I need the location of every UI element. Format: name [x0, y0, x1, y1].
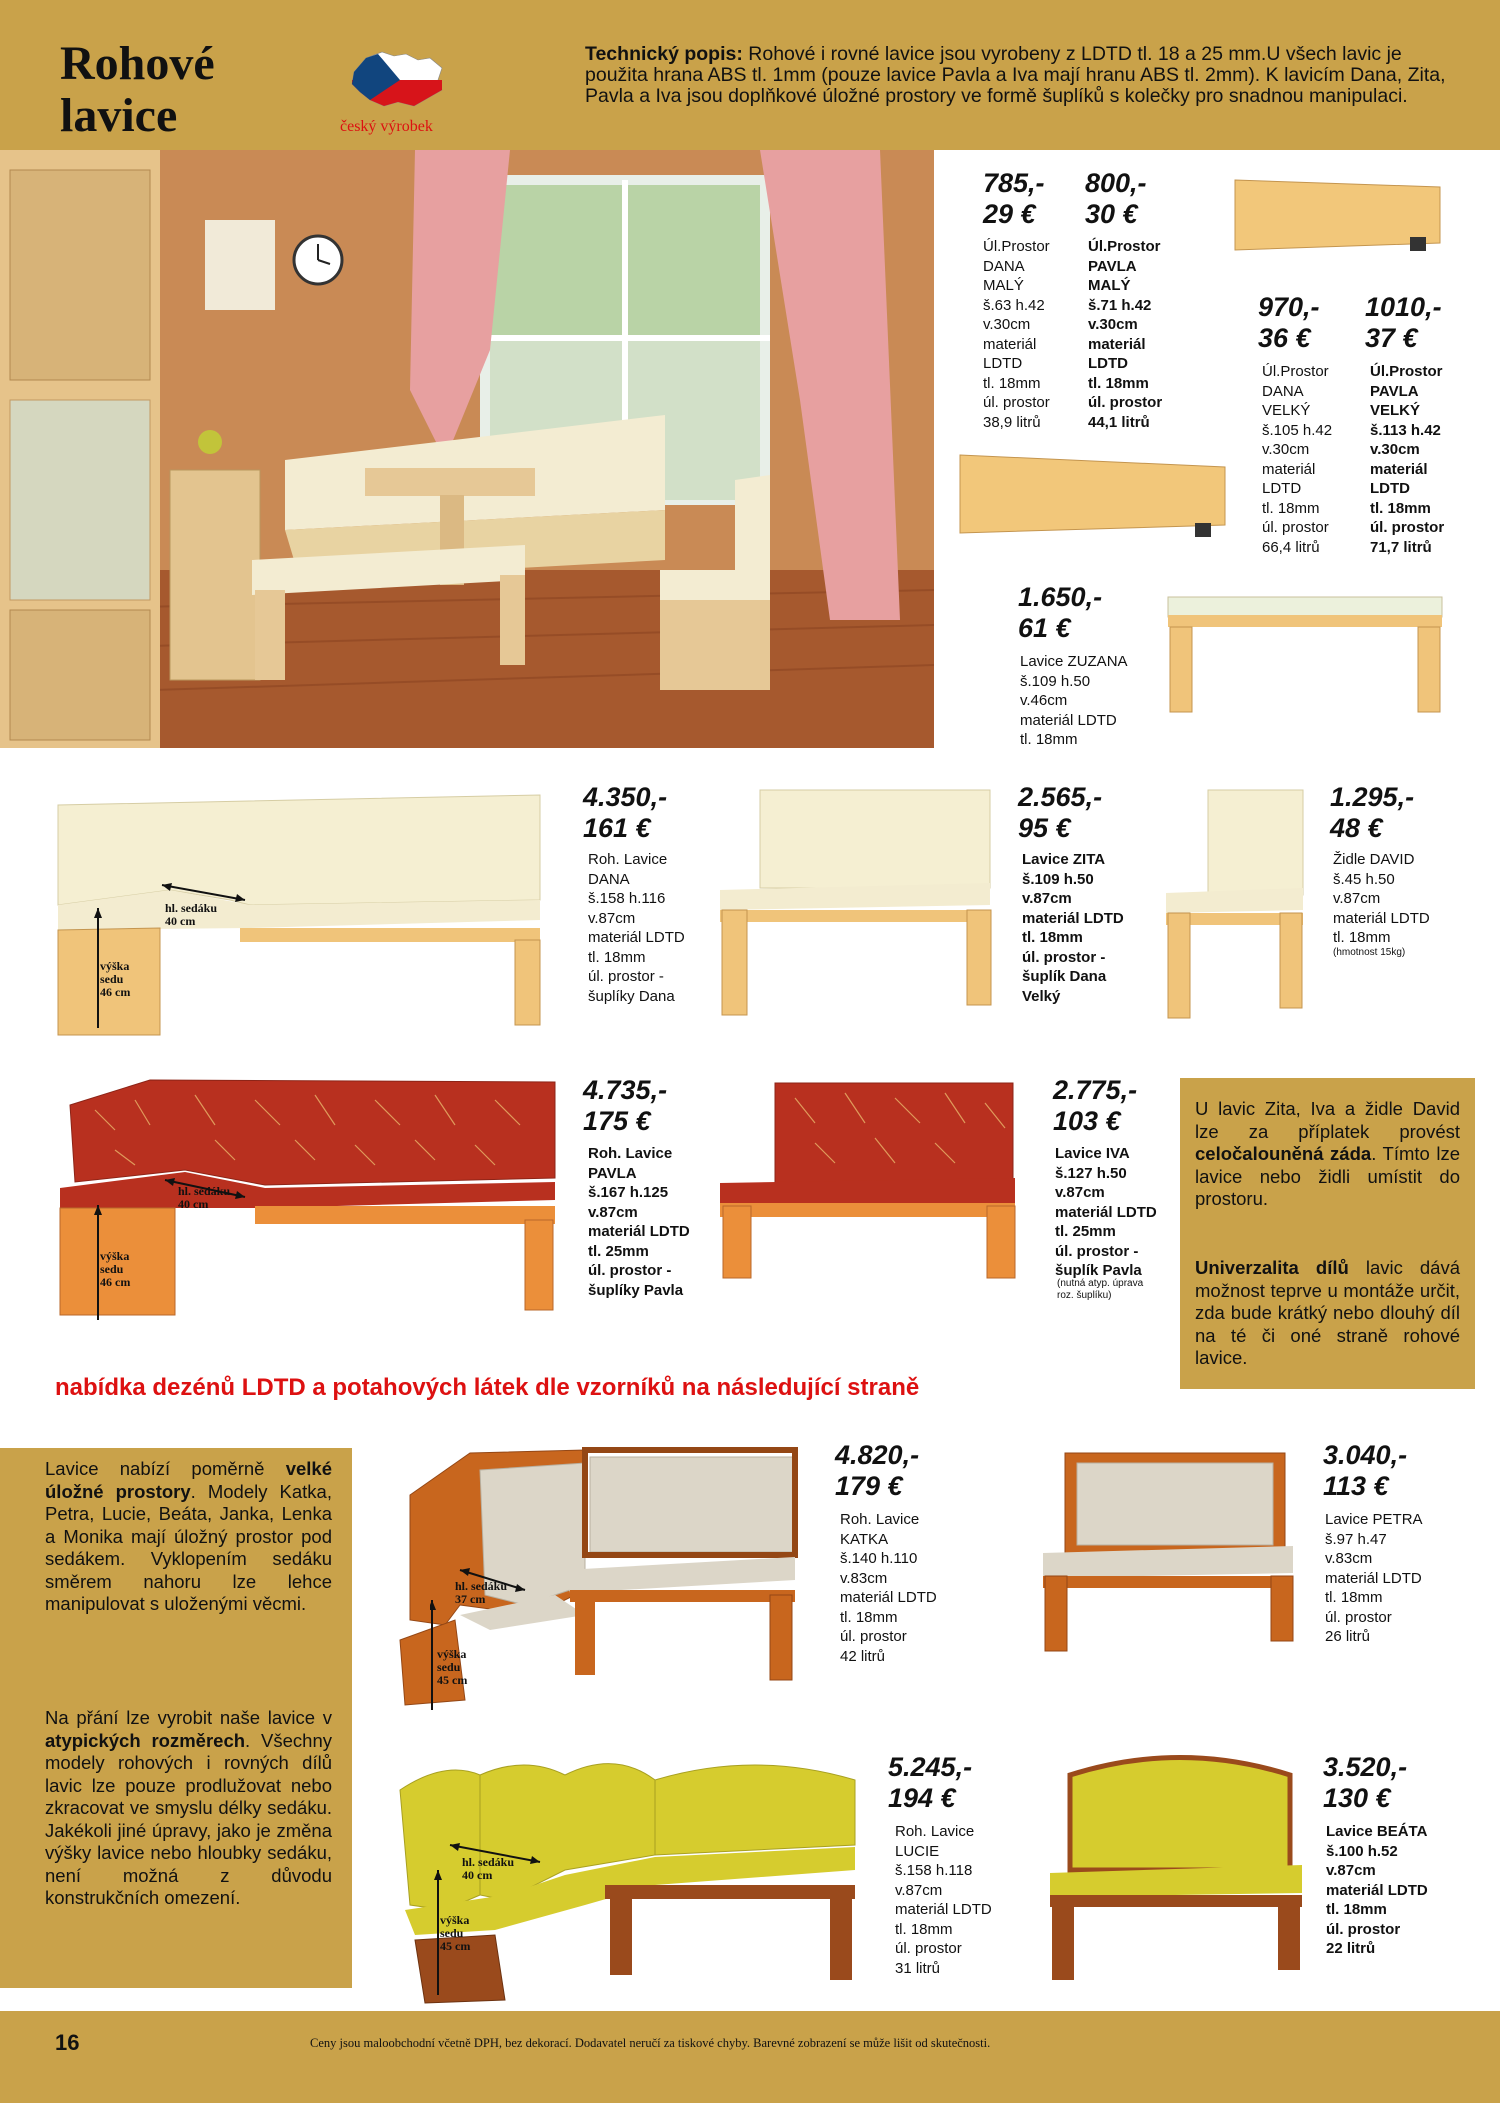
storage-drawer-large-image [955, 445, 1230, 545]
price-czk: 5.245,- [888, 1752, 973, 1782]
price-eur: 175 € [583, 1106, 651, 1136]
price-czk: 800,- [1085, 168, 1147, 198]
room-photo [0, 150, 934, 748]
spec-zuzana: Lavice ZUZANA š.109 h.50 v.46cm materiál LDTD tl. 18mm [1020, 653, 1128, 748]
price-david [1330, 782, 1414, 844]
spec-pavla: Roh. Lavice PAVLA š.167 h.125 v.87cm materiál LDTD tl. 25mm úl. prostor - šuplíky Pavla [588, 1145, 690, 1299]
technical-description [585, 44, 1465, 107]
spec-storage-dana-large: Úl.Prostor DANA VELKÝ š.105 h.42 v.30cm materiál LDTD tl. 18mm úl. prostor 66,4 litrů [1262, 363, 1333, 556]
price-eur: 48 € [1330, 813, 1383, 843]
text-bold: atypických rozměrech [45, 1729, 246, 1751]
price-katka [835, 1440, 919, 1502]
petra-bench-image [1035, 1448, 1300, 1658]
price-czk: 4.350,- [583, 782, 668, 812]
spec-zita: Lavice ZITA š.109 h.50 v.87cm materiál LDTD tl. 18mm úl. prostor - šuplík Dana Velký [1022, 851, 1124, 1005]
footer-disclaimer: Ceny jsou maloobchodní včetně DPH, bez dekorací. Dodavatel neručí za tiskové chyby. Barevné zobrazení se může lišit od skutečnosti. [310, 2036, 991, 2050]
note-iva: (nutná atyp. úprava roz. šuplíku) [1057, 1278, 1144, 1301]
price-lucie [888, 1752, 972, 1814]
spec-dana: Roh. Lavice DANA š.158 h.116 v.87cm materiál LDTD tl. 18mm úl. prostor - šuplíky Dana [588, 851, 685, 1005]
text: Lavice nabízí poměrně [45, 1458, 286, 1479]
page-title [60, 38, 310, 142]
price-eur: 161 € [583, 813, 651, 843]
text: U lavic Zita, Iva a židle David lze za příplatek provést [1195, 1098, 1460, 1142]
info-left-paragraph-2 [45, 1707, 332, 1910]
title-line-2: lavice [60, 89, 178, 142]
footer-band [0, 2011, 1500, 2103]
price-czk: 1.295,- [1330, 782, 1415, 812]
price-eur: 36 € [1258, 323, 1311, 353]
text-bold: Univerzalita dílů [1195, 1257, 1349, 1278]
price-eur: 61 € [1018, 613, 1071, 643]
spec-petra: Lavice PETRA š.97 h.47 v.83cm materiál LDTD tl. 18mm úl. prostor 26 litrů [1325, 1511, 1423, 1645]
price-iva [1053, 1075, 1137, 1137]
price-czk: 4.820,- [835, 1440, 920, 1470]
seat-depth-label-dana: hl. sedáku 40 cm [165, 901, 218, 928]
price-beata [1323, 1752, 1407, 1814]
made-in-label: český výrobek [340, 118, 433, 135]
page-number: 16 [55, 2030, 80, 2055]
seat-height-label-lucie: výška sedu 45 cm [440, 1913, 471, 1953]
seat-depth-label-lucie: hl. sedáku 40 cm [462, 1855, 515, 1882]
text: Na přání lze vyrobit naše lavice v [45, 1707, 332, 1728]
price-eur: 194 € [888, 1783, 956, 1813]
text: . Modely Katka, Petra, Lucie, Beáta, Janka, Lenka a Monika mají úložný prostor pod sedákem. Vyklopením sedáku směrem nahoru lze lehce manipulovat s uloženými věcmi. [45, 1480, 332, 1614]
spec-storage-pavla-small: Úl.Prostor PAVLA MALÝ š.71 h.42 v.30cm materiál LDTD tl. 18mm úl. prostor 44,1 litrů [1088, 238, 1163, 431]
fabric-banner: nabídka dezénů LDTD a potahových látek dle vzorníků na následující straně [55, 1374, 920, 1401]
price-czk: 3.520,- [1323, 1752, 1408, 1782]
info-right-paragraph-1 [1195, 1098, 1460, 1211]
iva-bench-image [715, 1078, 1025, 1283]
spec-david: Židle DAVID š.45 h.50 v.87cm materiál LDTD tl. 18mm [1333, 851, 1430, 946]
price-dana [583, 782, 667, 844]
spec-lucie: Roh. Lavice LUCIE š.158 h.118 v.87cm materiál LDTD tl. 18mm úl. prostor 31 litrů [895, 1823, 992, 1977]
spec-iva: Lavice IVA š.127 h.50 v.87cm materiál LDTD tl. 25mm úl. prostor - šuplík Pavla [1055, 1145, 1157, 1279]
price-czk: 4.735,- [583, 1075, 668, 1105]
price-czk: 2.565,- [1018, 782, 1103, 812]
zuzana-bench-image [1160, 585, 1450, 715]
spec-storage-dana-small: Úl.Prostor DANA MALÝ š.63 h.42 v.30cm materiál LDTD tl. 18mm úl. prostor 38,9 litrů [983, 238, 1050, 431]
czech-flag-map-icon [348, 44, 448, 114]
price-czk: 785,- [983, 168, 1045, 198]
seat-height-label-dana: výška sedu 46 cm [100, 959, 131, 999]
david-chair-image [1160, 785, 1310, 1025]
seat-depth-label-pavla: hl. sedáku 40 cm [178, 1184, 231, 1211]
text: lavic dává možnost teprve u montáže určit, zda bude krátký nebo dlouhý díl na té či oné straně rohové lavice. [1195, 1257, 1460, 1368]
price-eur: 30 € [1085, 199, 1138, 229]
price-storage-pavla-large [1365, 292, 1442, 354]
spec-beata: Lavice BEÁTA š.100 h.52 v.87cm materiál LDTD tl. 18mm úl. prostor 22 litrů [1326, 1823, 1428, 1957]
spec-storage-pavla-large: Úl.Prostor PAVLA VELKÝ š.113 h.42 v.30cm materiál LDTD tl. 18mm úl. prostor 71,7 litrů [1370, 363, 1445, 556]
price-eur: 130 € [1323, 1783, 1391, 1813]
seat-height-label-pavla: výška sedu 46 cm [100, 1249, 131, 1289]
price-eur: 103 € [1053, 1106, 1121, 1136]
info-left-paragraph-1 [45, 1458, 332, 1616]
tech-label: Technický popis: [585, 43, 743, 65]
price-storage-pavla-small [1085, 168, 1147, 230]
price-pavla [583, 1075, 667, 1137]
text-bold: velké úložné prostory [45, 1458, 332, 1502]
price-eur: 179 € [835, 1471, 903, 1501]
weight-note-david: (hmotnost 15kg) [1333, 947, 1406, 958]
price-storage-dana-large [1258, 292, 1320, 354]
text: . Tímto lze lavice nebo židli umístit do prostoru. [1195, 1143, 1460, 1209]
price-czk: 1010,- [1365, 292, 1442, 322]
price-czk: 2.775,- [1053, 1075, 1138, 1105]
beata-bench-image [1040, 1745, 1310, 1985]
storage-drawer-small-image [1230, 175, 1445, 255]
price-petra [1323, 1440, 1407, 1502]
price-storage-dana-small [983, 168, 1045, 230]
tech-text: Rohové i rovné lavice jsou vyrobeny z LDTD tl. 18 a 25 mm.U všech lavic je použita hrana ABS tl. 1mm (pouze lavice Pavla a Iva mají hranu ABS tl. 2mm). K lavicím Dana, Zita, Pavla a Iva jsou doplňkové úložné prostory ve formě šuplíků s kolečky pro snadnou manipulaci. [585, 43, 1446, 107]
price-zuzana [1018, 582, 1102, 644]
title-line-1: Rohové [60, 37, 215, 90]
price-czk: 970,- [1258, 292, 1320, 322]
price-eur: 95 € [1018, 813, 1071, 843]
price-eur: 29 € [983, 199, 1036, 229]
zita-bench-image [712, 785, 997, 1020]
text: . Všechny modely rohových i rovných dílů lavic lze pouze prodlužovat nebo zkracovat ve smyslu délky sedáku. Jakékoli jiné úpravy, jako je změna výšky lavice nebo hloubky sedáku, není možná z důvodu konstrukčních omezení. [45, 1729, 332, 1908]
seat-height-label-katka: výška sedu 45 cm [437, 1647, 468, 1687]
price-zita [1018, 782, 1102, 844]
price-eur: 37 € [1365, 323, 1418, 353]
info-right-paragraph-2 [1195, 1257, 1460, 1370]
price-czk: 3.040,- [1323, 1440, 1408, 1470]
price-czk: 1.650,- [1018, 582, 1103, 612]
seat-depth-label-katka: hl. sedáku 37 cm [455, 1579, 508, 1606]
price-eur: 113 € [1323, 1471, 1389, 1501]
spec-katka: Roh. Lavice KATKA š.140 h.110 v.83cm materiál LDTD tl. 18mm úl. prostor 42 litrů [840, 1511, 937, 1665]
text-bold: celočalouněná záda [1195, 1143, 1372, 1164]
